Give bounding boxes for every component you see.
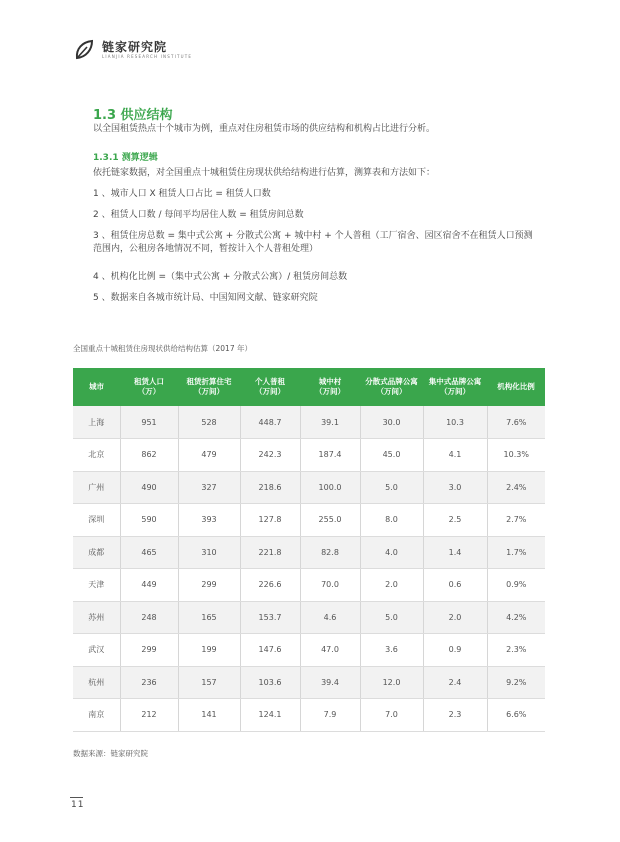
logo <box>72 38 192 62</box>
cell: 242.3 <box>240 439 300 472</box>
table-row <box>73 699 545 732</box>
cell: 187.4 <box>300 439 360 472</box>
header-urban-village: 城中村 （万间） <box>315 377 345 396</box>
cell: 武汉 <box>73 634 120 667</box>
page-number-rule <box>70 797 83 798</box>
cell: 天津 <box>73 569 120 602</box>
cell: 10.3% <box>487 439 545 472</box>
cell: 100.0 <box>300 471 360 504</box>
header-rental-population: 租赁人口 （万） <box>134 377 164 396</box>
cell: 299 <box>178 569 240 602</box>
method-item-1: 1 、城市人口 X 租赁人口占比 = 租赁人口数 <box>93 189 271 199</box>
header-individual-rental: 个人普租 （万间） <box>255 377 285 396</box>
cell: 82.8 <box>300 536 360 569</box>
table-caption: 全国重点十城租赁住房现状供给结构估算（2017 年） <box>73 344 252 353</box>
cell: 2.7% <box>487 504 545 537</box>
cell: 327 <box>178 471 240 504</box>
cell: 103.6 <box>240 666 300 699</box>
cell: 124.1 <box>240 699 300 732</box>
header-decentralized-apartment: 分散式品牌公寓 （万间） <box>365 377 418 396</box>
cell: 310 <box>178 536 240 569</box>
cell: 39.1 <box>300 406 360 439</box>
cell: 153.7 <box>240 601 300 634</box>
cell: 299 <box>120 634 178 667</box>
cell: 199 <box>178 634 240 667</box>
cell: 165 <box>178 601 240 634</box>
method-item-3: 3 、租赁住房总数 = 集中式公寓 + 分散式公寓 + 城中村 + 个人普租（工厂宿舍、园区宿舍不在租赁人口预测范围内，公租房各地情况不同，暂按计入个人普租处理） <box>93 231 533 254</box>
cell: 0.9% <box>487 569 545 602</box>
header-rental-housing: 租赁折算住宅 （万间） <box>186 377 232 396</box>
cell: 3.6 <box>360 634 423 667</box>
cell: 45.0 <box>360 439 423 472</box>
table-row <box>73 471 545 504</box>
cell: 226.6 <box>240 569 300 602</box>
cell: 10.3 <box>423 406 487 439</box>
cell: 490 <box>120 471 178 504</box>
subsection-title: 1.3.1 测算逻辑 <box>93 153 158 163</box>
table-row <box>73 439 545 472</box>
cell: 951 <box>120 406 178 439</box>
cell: 12.0 <box>360 666 423 699</box>
cell: 590 <box>120 504 178 537</box>
cell: 212 <box>120 699 178 732</box>
cell: 448.7 <box>240 406 300 439</box>
cell: 449 <box>120 569 178 602</box>
cell: 4.2% <box>487 601 545 634</box>
header-institutional-ratio: 机构化比例 <box>497 382 535 391</box>
cell: 218.6 <box>240 471 300 504</box>
method-item-2: 2 、租赁人口数 / 每间平均居住人数 = 租赁房间总数 <box>93 210 304 220</box>
cell: 0.9 <box>423 634 487 667</box>
cell: 465 <box>120 536 178 569</box>
cell: 147.6 <box>240 634 300 667</box>
cell: 2.5 <box>423 504 487 537</box>
cell: 深圳 <box>73 504 120 537</box>
header-city: 城市 <box>89 382 104 391</box>
cell: 4.1 <box>423 439 487 472</box>
table-row <box>73 569 545 602</box>
cell: 3.0 <box>423 471 487 504</box>
cell: 862 <box>120 439 178 472</box>
cell: 393 <box>178 504 240 537</box>
cell: 248 <box>120 601 178 634</box>
cell: 广州 <box>73 471 120 504</box>
header-centralized-apartment: 集中式品牌公寓 （万间） <box>428 377 482 396</box>
logo-name-cn: 链家研究院 <box>102 39 168 54</box>
cell: 1.4 <box>423 536 487 569</box>
method-item-4: 4 、机构化比例 =（集中式公寓 + 分散式公寓）/ 租赁房间总数 <box>93 272 348 282</box>
cell: 479 <box>178 439 240 472</box>
table-row <box>73 601 545 634</box>
cell: 2.4% <box>487 471 545 504</box>
page-number: 11 <box>71 800 85 810</box>
cell: 221.8 <box>240 536 300 569</box>
section-intro: 以全国租赁热点十个城市为例，重点对住房租赁市场的供应结构和机构占比进行分析。 <box>93 124 436 134</box>
table-header-row <box>73 368 545 406</box>
cell: 7.0 <box>360 699 423 732</box>
cell: 157 <box>178 666 240 699</box>
cell: 9.2% <box>487 666 545 699</box>
cell: 6.6% <box>487 699 545 732</box>
cell: 4.0 <box>360 536 423 569</box>
cell: 70.0 <box>300 569 360 602</box>
cell: 2.3 <box>423 699 487 732</box>
cell: 7.9 <box>300 699 360 732</box>
table-row <box>73 504 545 537</box>
leaf-logo-icon <box>72 38 96 62</box>
table-row <box>73 666 545 699</box>
cell: 南京 <box>73 699 120 732</box>
cell: 北京 <box>73 439 120 472</box>
cell: 141 <box>178 699 240 732</box>
table-row <box>73 536 545 569</box>
cell: 7.6% <box>487 406 545 439</box>
cell: 上海 <box>73 406 120 439</box>
cell: 30.0 <box>360 406 423 439</box>
table-row <box>73 634 545 667</box>
table-row <box>73 406 545 439</box>
supply-structure-table <box>73 368 545 732</box>
cell: 1.7% <box>487 536 545 569</box>
cell: 528 <box>178 406 240 439</box>
data-source-note: 数据来源：链家研究院 <box>73 749 148 758</box>
cell: 47.0 <box>300 634 360 667</box>
logo-name-en: LIANJIA RESEARCH INSTITUTE <box>102 53 193 59</box>
cell: 236 <box>120 666 178 699</box>
cell: 0.6 <box>423 569 487 602</box>
cell: 2.0 <box>360 569 423 602</box>
section-title: 1.3 供应结构 <box>93 108 173 123</box>
cell: 39.4 <box>300 666 360 699</box>
cell: 255.0 <box>300 504 360 537</box>
cell: 2.0 <box>423 601 487 634</box>
cell: 5.0 <box>360 471 423 504</box>
method-item-5: 5 、数据来自各城市统计局、中国知网文献、链家研究院 <box>93 293 318 303</box>
cell: 8.0 <box>360 504 423 537</box>
cell: 2.4 <box>423 666 487 699</box>
cell: 苏州 <box>73 601 120 634</box>
subsection-lead: 依托链家数据，对全国重点十城租赁住房现状供给结构进行估算，测算表和方法如下： <box>93 168 436 178</box>
cell: 成都 <box>73 536 120 569</box>
cell: 杭州 <box>73 666 120 699</box>
cell: 4.6 <box>300 601 360 634</box>
cell: 127.8 <box>240 504 300 537</box>
cell: 2.3% <box>487 634 545 667</box>
cell: 5.0 <box>360 601 423 634</box>
